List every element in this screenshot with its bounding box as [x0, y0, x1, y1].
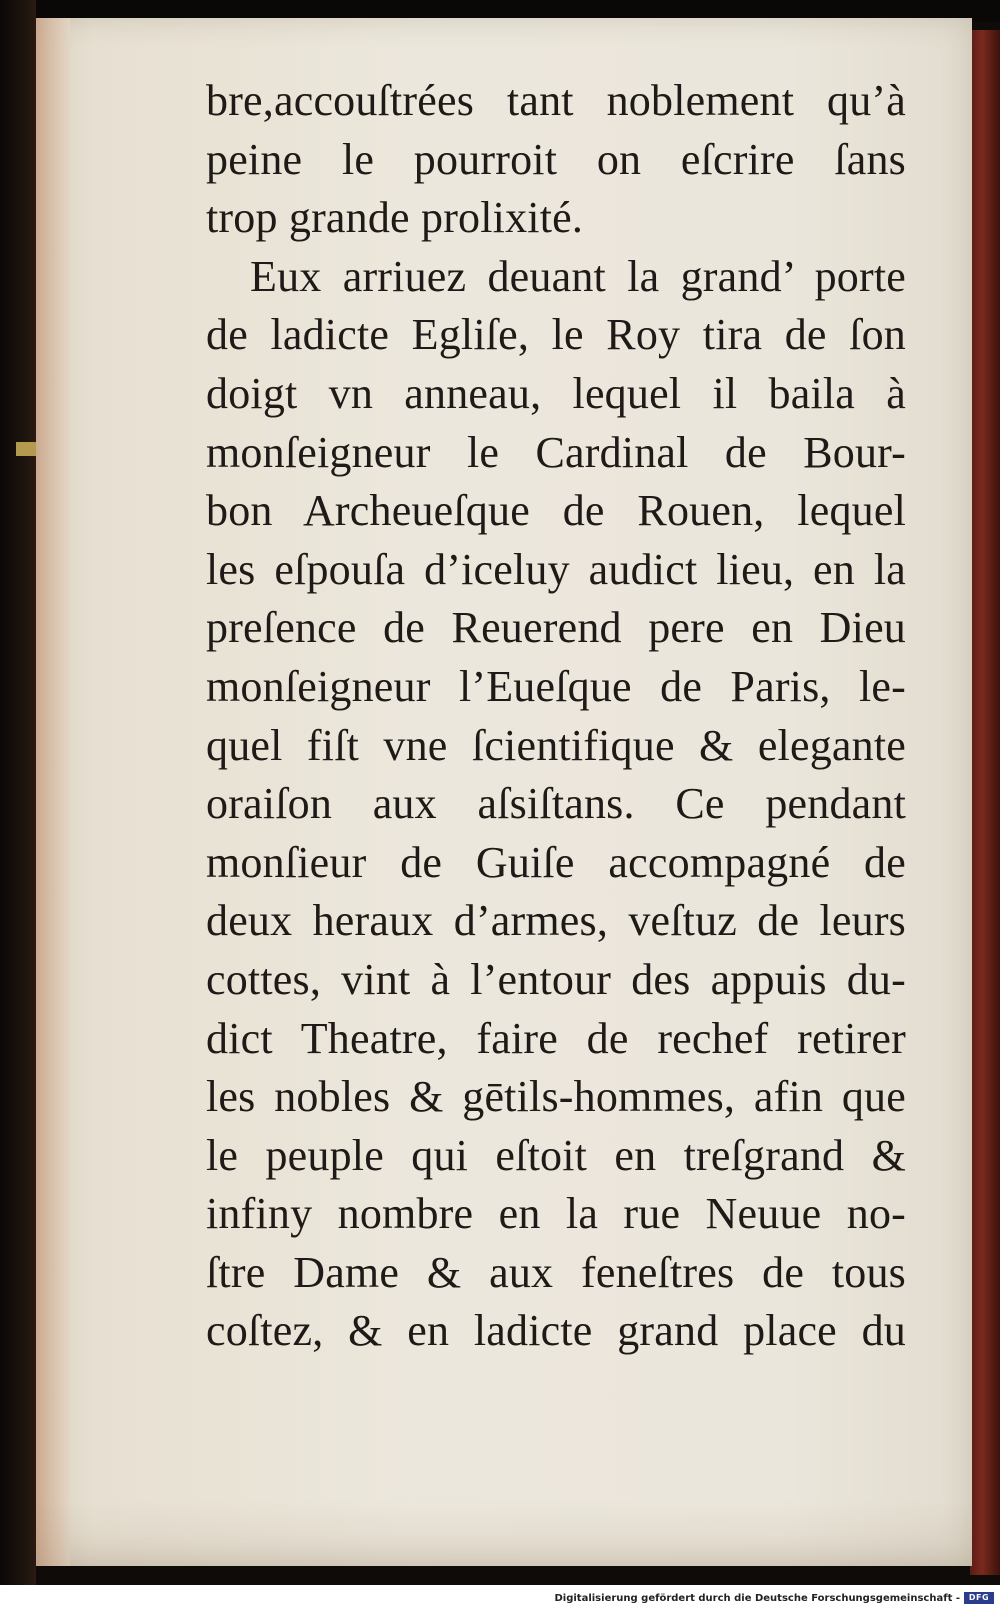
text-line-20: infiny nombre en la rue Neuue no-: [206, 1189, 906, 1239]
text-line-7: monſeigneur le Cardinal de Bour-: [206, 427, 906, 477]
text-line-13: oraiſon aux aſsiſtans. Ce pendant: [206, 779, 906, 829]
text-line-14: monſieur de Guiſe accompagné de: [206, 837, 906, 887]
text-line-8: bon Archeueſque de Rouen, lequel: [206, 486, 906, 536]
book-cover-edge: [970, 30, 1000, 1575]
text-line-4: Eux arriuez deuant la grand’ porte: [250, 251, 906, 301]
book-spine: [0, 0, 36, 1585]
page-text-block: [206, 72, 906, 1361]
page-bottom-shadow: [36, 1500, 972, 1566]
dfg-logo-icon: DFG: [964, 1592, 994, 1604]
text-line-21: ſtre Dame & aux feneſtres de tous: [206, 1247, 906, 1297]
funding-credit: Digitalisierung gefördert durch die Deutsche Forschungsgemeinschaft -: [554, 1593, 960, 1604]
text-line-2: peine le pourroit on eſcrire ſans: [206, 134, 906, 184]
text-line-3: trop grande prolixité.: [206, 193, 584, 243]
text-line-1: bre,accouſtrées tant noblement qu’à: [206, 76, 906, 125]
text-line-18: les nobles & gētils-hommes, afin que: [206, 1072, 906, 1122]
text-line-12: quel fiſt vne ſcientifique & elegante: [206, 720, 906, 770]
text-line-22: coſtez, & en ladicte grand place du: [206, 1306, 906, 1356]
text-line-6: doigt vn anneau, lequel il baila à: [206, 368, 906, 418]
page-gutter: [36, 18, 70, 1566]
text-line-15: deux heraux d’armes, veſtuz de leurs: [206, 896, 906, 946]
text-line-11: monſeigneur l’Eueſque de Paris, le-: [206, 661, 906, 711]
text-line-5: de ladicte Egliſe, le Roy tira de ſon: [206, 310, 906, 360]
text-line-16: cottes, vint à l’entour des appuis du-: [206, 954, 906, 1004]
spine-bookmark-tab: [16, 442, 36, 456]
text-line-10: preſence de Reuerend pere en Dieu: [206, 603, 906, 653]
text-line-9: les eſpouſa d’iceluy audict lieu, en la: [206, 544, 906, 594]
text-line-19: le peuple qui eſtoit en treſgrand &: [206, 1130, 906, 1180]
text-line-17: dict Theatre, faire de rechef retirer: [206, 1013, 906, 1063]
